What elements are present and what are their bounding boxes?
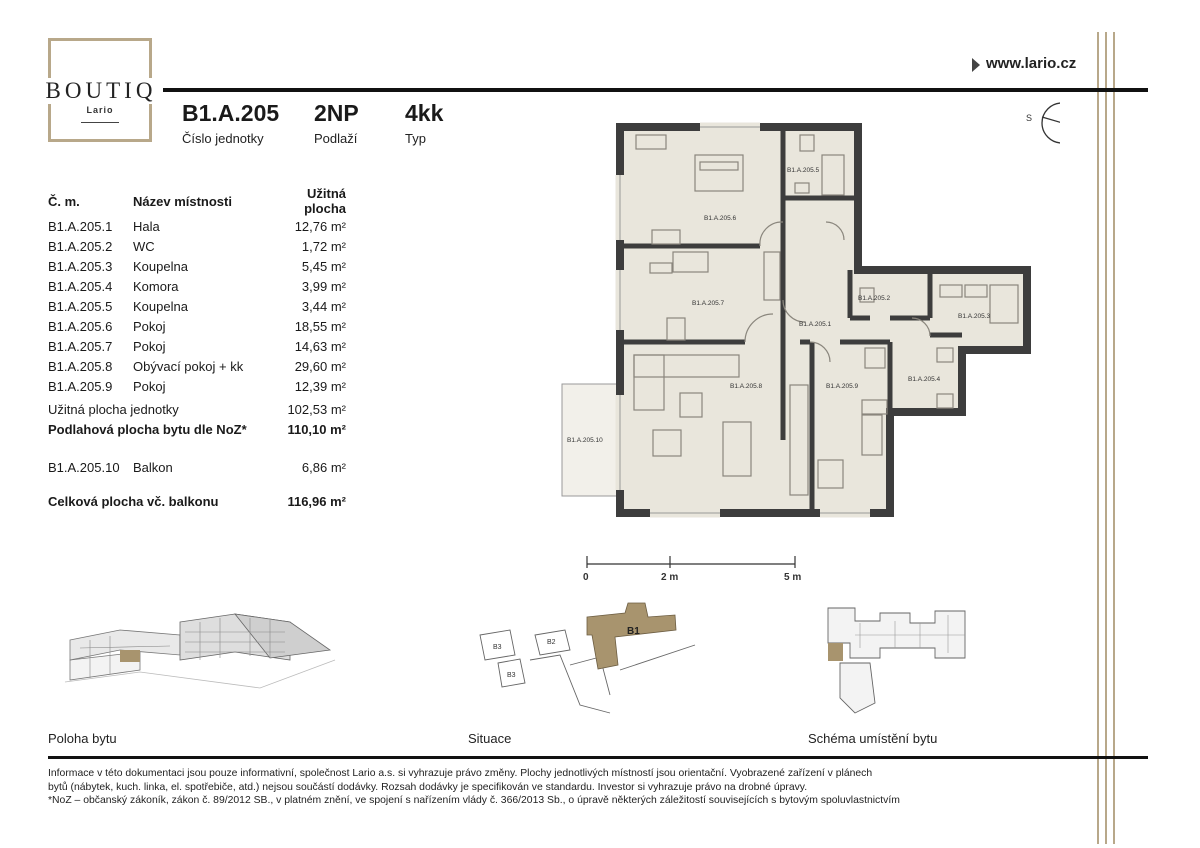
room-label: B1.A.205.1 [799,321,832,328]
unit-id-label: Číslo jednotky [182,131,264,146]
col-header-id: Č. m. [48,193,80,209]
building-label: B1 [627,626,640,637]
room-area: 12,39 m² [294,378,346,394]
building-label: B3 [493,644,502,651]
table-row [48,276,346,296]
table-header [48,186,346,216]
logo-underline [81,122,119,123]
rooms-table [48,186,346,396]
usable-area-label: Užitná plocha jednotky [48,402,179,417]
room-area: 18,55 m² [294,318,346,334]
footer-rule [48,756,1148,759]
caption-situation: Situace [468,731,512,746]
total-area-row [48,494,346,509]
room-id: B1.A.205.3 [48,258,113,274]
gold-stripe [1105,32,1107,844]
room-area: 29,60 m² [294,358,346,374]
disclaimer-line: Informace v této dokumentaci jsou pouze informativní, společnost Lario a.s. si vyhrazuje právo změny. Plochy jednotlivých místností jsou orientační. Vyobrazené zařízení v plánech [48,768,873,779]
balcony-area: 6,86 m² [301,460,346,475]
room-area: 3,99 m² [301,278,346,294]
gold-stripe [1113,32,1115,844]
table-row [48,236,346,256]
balcony-id: B1.A.205.10 [48,460,120,475]
scale-label: 0 [583,572,589,583]
usable-area-value: 102,53 m² [287,402,346,417]
room-area: 12,76 m² [294,218,346,234]
total-area-label: Celková plocha vč. balkonu [48,494,219,509]
compass-label: S [1026,113,1033,123]
floor-area-value: 110,10 m² [287,422,346,437]
room-label: B1.A.205.9 [826,383,859,390]
room-id: B1.A.205.5 [48,298,113,314]
room-name: Koupelna [133,258,188,274]
location-schema [820,603,980,718]
building-label: B3 [507,672,516,679]
room-id: B1.A.205.7 [48,338,113,354]
room-label: B1.A.205.8 [730,383,763,390]
balcony-name: Balkon [133,460,173,475]
room-label: B1.A.205.2 [858,295,891,302]
room-label: B1.A.205.3 [958,313,991,320]
situation-map [470,595,700,720]
disclaimer-line: bytů (nábytek, kuch. linka, el. spotřebiče, atd.) nejsou součástí dodávky. Rozsah dodávky je specifikován ve standardu. Investor si vyhrazuje právo na drobné úpravy. [48,781,808,793]
room-label: B1.A.205.10 [567,437,603,444]
room-name: WC [133,238,155,254]
usable-area-row [48,402,346,417]
room-name: Pokoj [133,378,166,394]
scale-label: 2 m [661,572,679,583]
unit-type-label: Typ [405,131,426,146]
compass-icon [1042,103,1060,143]
gold-stripe [1097,32,1099,844]
table-row [48,256,346,276]
col-header-area: Užitná plocha [304,186,346,216]
room-label: B1.A.205.7 [692,300,725,307]
room-area: 5,45 m² [301,258,346,274]
unit-floor-label: Podlaží [314,131,358,146]
unit-id: B1.A.205 [182,100,280,126]
balcony-row [48,460,346,475]
header-rule [163,88,1148,92]
total-area-value: 116,96 m² [287,494,346,509]
disclaimer [48,767,928,808]
play-arrow-icon [972,58,980,72]
unit-floor: 2NP [314,100,359,126]
room-id: B1.A.205.6 [48,318,113,334]
scale-label: 5 m [784,572,802,583]
room-area: 1,72 m² [301,238,346,254]
table-row [48,316,346,336]
room-name: Obývací pokoj + kk [133,358,244,374]
floor-plan [540,95,1060,585]
caption-position: Poloha bytu [48,731,117,746]
website-link[interactable]: www.lario.cz [986,55,1077,72]
room-name: Pokoj [133,338,166,354]
room-id: B1.A.205.8 [48,358,113,374]
highlighted-unit [120,650,140,662]
col-header-name: Název místnosti [133,193,232,209]
room-label: B1.A.205.6 [704,215,737,222]
logo-text: BOUTIQ [40,78,162,104]
building-label: B2 [547,639,556,646]
room-area: 14,63 m² [294,338,346,354]
unit-type: 4kk [405,100,444,126]
room-id: B1.A.205.1 [48,218,113,234]
room-label: B1.A.205.4 [908,376,941,383]
table-row [48,336,346,356]
room-name: Hala [133,218,160,234]
scale-bar [587,556,795,568]
logo-subtitle: Lario [86,105,114,115]
table-row [48,296,346,316]
room-name: Koupelna [133,298,188,314]
disclaimer-line: *NoZ – občanský zákoník, zákon č. 89/2012 SB., v platném znění, ve spojení s nařízením vlády č. 366/2013 Sb., o úpravě některých záležitostí souvisejících s bytovým spoluvlastnictvím [48,795,900,806]
table-row [48,216,346,236]
room-id: B1.A.205.4 [48,278,113,294]
room-id: B1.A.205.9 [48,378,113,394]
building-illustration [60,600,340,695]
table-row [48,356,346,376]
room-label: B1.A.205.5 [787,167,820,174]
highlighted-unit [828,643,843,661]
room-name: Komora [133,278,179,294]
floor-area-row [48,422,346,437]
room-id: B1.A.205.2 [48,238,113,254]
floor-area-label: Podlahová plocha bytu dle NoZ* [48,422,247,437]
room-area: 3,44 m² [301,298,346,314]
caption-schema: Schéma umístění bytu [808,731,938,746]
room-name: Pokoj [133,318,166,334]
table-row [48,376,346,396]
